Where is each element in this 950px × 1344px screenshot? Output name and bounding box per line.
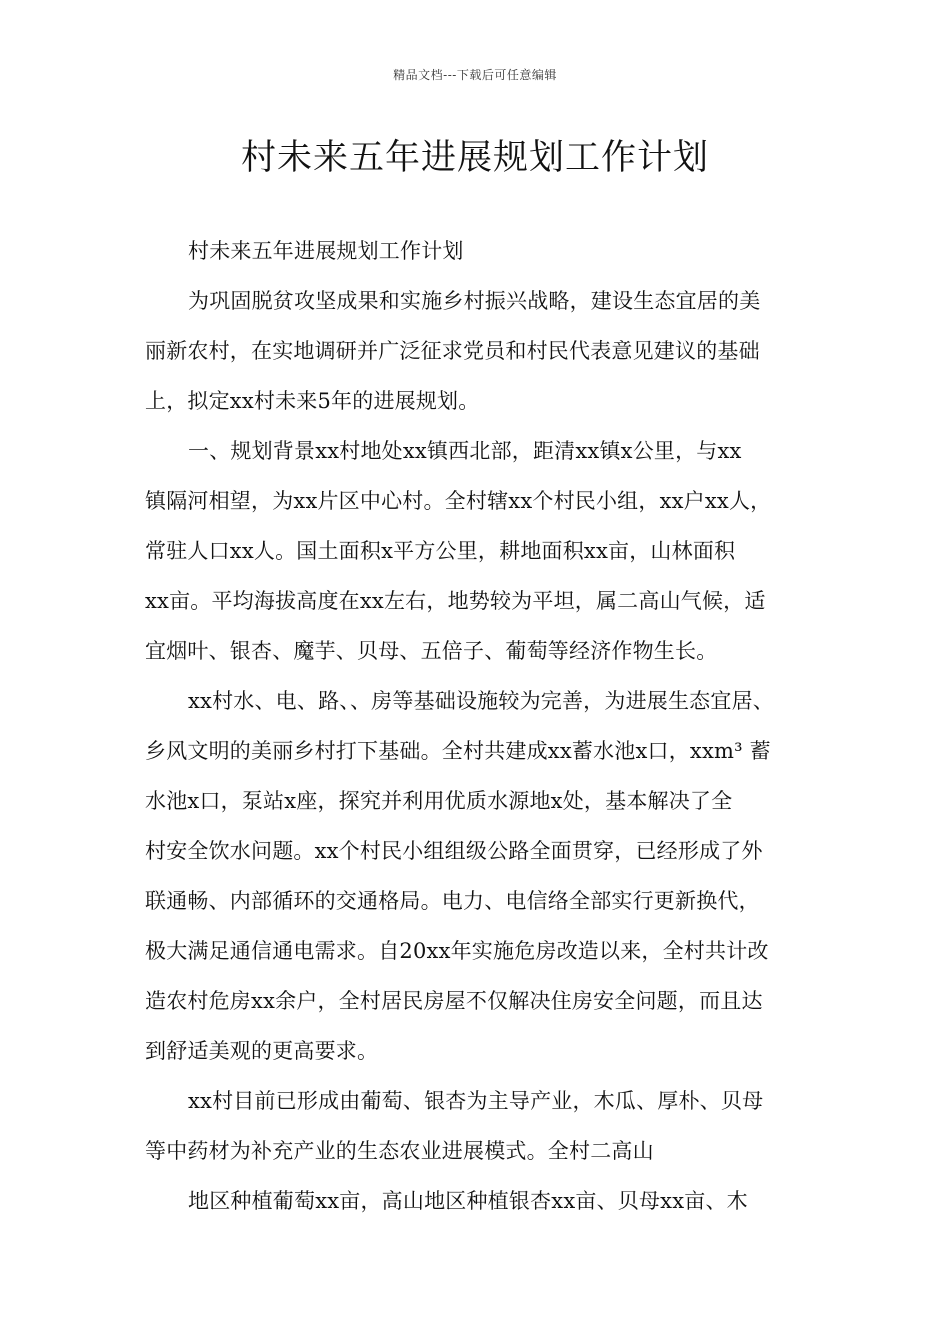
- body-line-subtitle: 村未来五年进展规划工作计划: [188, 239, 464, 263]
- body-line: 水池x口，泵站x座，探究并利用优质水源地x处，基本解决了全: [145, 789, 733, 813]
- body-line: 等中药材为补充产业的生态农业进展模式。全村二高山: [145, 1139, 654, 1163]
- body-line: 联通畅、内部循环的交通格局。电力、电信络全部实行更新换代，: [145, 889, 760, 913]
- body-line: 上，拟定xx村未来5年的进展规划。: [145, 389, 480, 413]
- body-line: 乡风文明的美丽乡村打下基础。全村共建成xx蓄水池x口，xxm³ 蓄: [145, 739, 771, 763]
- body-line: 造农村危房xx余户，全村居民房屋不仅解决住房安全问题，而且达: [145, 989, 763, 1013]
- body-line: 到舒适美观的更高要求。: [145, 1039, 379, 1063]
- body-line: 常驻人口xx人。国土面积x平方公里，耕地面积xx亩，山林面积: [145, 539, 736, 563]
- document-title: 村未来五年进展规划工作计划: [240, 138, 709, 178]
- body-line: xx村目前已形成由葡萄、银杏为主导产业，木瓜、厚朴、贝母: [188, 1089, 764, 1113]
- body-line: 丽新农村，在实地调研并广泛征求党员和村民代表意见建议的基础: [145, 339, 760, 363]
- body-line: 地区种植葡萄xx亩，高山地区种植银杏xx亩、贝母xx亩、木: [188, 1189, 748, 1213]
- page-header-note: 精品文档---下载后可任意编辑: [393, 68, 557, 82]
- document-body: [145, 234, 810, 1234]
- body-line: xx亩。平均海拔高度在xx左右，地势较为平坦，属二高山气候，适: [145, 589, 766, 613]
- body-line: 一、规划背景xx村地处xx镇西北部，距清xx镇x公里，与xx: [188, 439, 742, 463]
- body-line: 宜烟叶、银杏、魔芋、贝母、五倍子、葡萄等经济作物生长。: [145, 639, 718, 663]
- body-line: 极大满足通信通电需求。自20xx年实施危房改造以来，全村共计改: [145, 939, 769, 963]
- body-line: xx村水、电、路、、房等基础设施较为完善，为进展生态宜居、: [188, 689, 774, 713]
- body-line: 镇隔河相望，为xx片区中心村。全村辖xx个村民小组，xx户xx人，: [145, 489, 772, 513]
- body-line: 为巩固脱贫攻坚成果和实施乡村振兴战略，建设生态宜居的美: [188, 289, 761, 313]
- body-line: 村安全饮水问题。xx个村民小组组级公路全面贯穿，已经形成了外: [145, 839, 763, 863]
